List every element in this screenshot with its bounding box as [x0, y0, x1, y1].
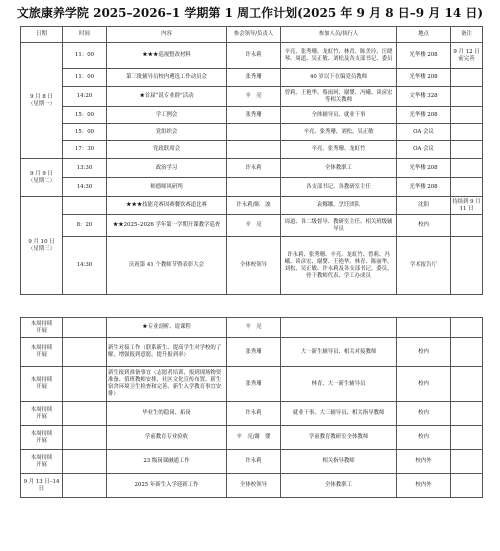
time-cell: 14:20: [63, 87, 107, 107]
time-cell: 8：20: [63, 215, 107, 237]
place-cell: 校内: [397, 426, 451, 450]
time-cell: 11：00: [63, 69, 107, 87]
date-cell: 本周持续 开展: [21, 426, 63, 450]
table-row: [21, 159, 483, 178]
note-cell: [451, 237, 483, 295]
note-cell: [451, 69, 483, 87]
date-cell: 本周持续 开展: [21, 450, 63, 474]
content-cell: 23 级岗课融通工作: [107, 450, 227, 474]
spacer-row: [21, 295, 483, 318]
people-cell: 就业干事、大三辅导员、相关指导教师: [281, 402, 397, 426]
leader-cell: 许永莉: [227, 402, 281, 426]
content-cell: 毕业生的稳岗、拓岗: [107, 402, 227, 426]
time-cell: 17：30: [63, 141, 107, 159]
place-cell: OA 会议: [397, 124, 451, 141]
content-cell: ★首届“说专业群”活动: [107, 87, 227, 107]
date-cell: 本周持续 开展: [21, 318, 63, 338]
place-cell: 光华楼 208: [397, 69, 451, 87]
content-cell: 第三批辅导员校内遴选工作动员会: [107, 69, 227, 87]
date-cell: 本周持续 开展: [21, 367, 63, 402]
content-cell: 学前教育专业验收: [107, 426, 227, 450]
note-cell: [451, 124, 483, 141]
leader-cell: 许永莉/陈 波: [227, 197, 281, 215]
time-cell: [63, 402, 107, 426]
note-cell: [451, 215, 483, 237]
page-title: 文旅康养学院 2025–2026–1 学期第 1 周工作计划(2025 年 9 月 8 日–9 月 14 日): [16, 6, 484, 20]
time-cell: [63, 338, 107, 367]
leader-cell: 全体校领导: [227, 237, 281, 295]
leader-cell: [227, 141, 281, 159]
leader-cell: 全体校领导: [227, 474, 281, 498]
place-cell: 沈阳: [397, 197, 451, 215]
place-cell: OA 会议: [397, 141, 451, 159]
place-cell: 文华楼 328: [397, 87, 451, 107]
date-cell: 9 月 13 日–14 日: [21, 474, 63, 498]
note-cell: [451, 141, 483, 159]
place-cell: 光华楼 208: [397, 107, 451, 124]
leader-cell: 许永莉: [227, 43, 281, 69]
time-cell: [63, 197, 107, 215]
table-row: [21, 237, 483, 295]
time-cell: 15：00: [63, 124, 107, 141]
table-row: [21, 450, 483, 474]
leader-cell: 张秀珊: [227, 107, 281, 124]
place-cell: [397, 318, 451, 338]
table-row: [21, 43, 483, 69]
note-cell: [451, 402, 483, 426]
people-cell: 大一新生辅导员、相关对接教师: [281, 338, 397, 367]
note-cell: [451, 318, 483, 338]
table-row: [21, 215, 483, 237]
table-row: [21, 69, 483, 87]
content-cell: 2025 年新生入学迎新工作: [107, 474, 227, 498]
place-cell: 校内: [397, 402, 451, 426]
header-content: 内容: [107, 27, 227, 43]
table-row: [21, 197, 483, 215]
table-row: [21, 87, 483, 107]
date-cell: 本周持续 开展: [21, 402, 63, 426]
leader-cell: 辛 亮: [227, 87, 281, 107]
place-cell: 校内: [397, 338, 451, 367]
date-cell: 9 月 8 日 （星期一）: [21, 43, 63, 159]
time-cell: 14:30: [63, 237, 107, 295]
leader-cell: 辛 亮/谢 婴: [227, 426, 281, 450]
people-cell: 全体教职工: [281, 159, 397, 178]
people-cell: 林青、大一新生辅导员: [281, 367, 397, 402]
leader-cell: 许永莉: [227, 159, 281, 178]
header-time: 时间: [63, 27, 107, 43]
time-cell: [63, 474, 107, 498]
note-cell: [451, 338, 483, 367]
place-cell: 光华楼 208: [397, 159, 451, 178]
content-cell: 学工例会: [107, 107, 227, 124]
table-row: [21, 367, 483, 402]
time-cell: 13:30: [63, 159, 107, 178]
people-cell: 辛亮、张秀珊、刘松、吴正敏: [281, 124, 397, 141]
time-cell: [63, 318, 107, 338]
content-cell: ★★2025–2026 学年第一学期开课教学巡查: [107, 215, 227, 237]
note-cell: 9 月 12 日前完善: [451, 43, 483, 69]
place-cell: 校内: [397, 367, 451, 402]
header-people: 参加人员/执行人: [281, 27, 397, 43]
content-cell: ★★★技能竞赛国赛餐饮赛道比赛: [107, 197, 227, 215]
note-cell: [451, 159, 483, 178]
leader-cell: 张秀珊: [227, 367, 281, 402]
content-cell: 新生报到准备事宜（志愿者培训，报到现场物资准备、值班教师安排、社区文化宣传布置、新生宿舍环境卫生检查和完善、新生入学教育事宜安排）: [107, 367, 227, 402]
place-cell: 光华楼 208: [397, 43, 451, 69]
header-place: 地点: [397, 27, 451, 43]
leader-cell: [227, 178, 281, 197]
place-cell: 学术报告厅: [397, 237, 451, 295]
date-cell: 9 月 10 日 （星期三）: [21, 197, 63, 295]
content-cell: ★专业剖析、说课程: [107, 318, 227, 338]
leader-cell: [227, 124, 281, 141]
header-leader: 参会领导/负责人: [227, 27, 281, 43]
table-row: [21, 474, 483, 498]
people-cell: 全体教职工: [281, 474, 397, 498]
header-note: 备注: [451, 27, 483, 43]
header-date: 日期: [21, 27, 63, 43]
people-cell: 全体辅导员、就业干事: [281, 107, 397, 124]
time-cell: [63, 426, 107, 450]
people-cell: [281, 318, 397, 338]
work-plan-table: [20, 26, 483, 498]
place-cell: 校内: [397, 215, 451, 237]
note-cell: [451, 87, 483, 107]
table-row: [21, 426, 483, 450]
table-row: [21, 178, 483, 197]
content-cell: 庆祝第 41 个教师节暨表彰大会: [107, 237, 227, 295]
content-cell: 师德师风研判: [107, 178, 227, 197]
time-cell: 11：00: [63, 43, 107, 69]
note-cell: [451, 107, 483, 124]
people-cell: 相关指导教师: [281, 450, 397, 474]
place-cell: 校内外: [397, 474, 451, 498]
time-cell: [63, 450, 107, 474]
people-cell: 辛亮、张秀珊、龙虹竹、林青、陈美玲、汪晓琴、周道、吴正敏、刘松及各支部书记、委员: [281, 43, 397, 69]
leader-cell: 许永莉: [227, 450, 281, 474]
note-cell: [451, 474, 483, 498]
leader-cell: 辛 亮: [227, 215, 281, 237]
content-cell: ★★★巡视整改材料: [107, 43, 227, 69]
table-row: [21, 338, 483, 367]
people-cell: 各支部书记、各教研室主任: [281, 178, 397, 197]
content-cell: 政治学习: [107, 159, 227, 178]
table-row: [21, 124, 483, 141]
date-cell: 9 月 9 日 （星期二）: [21, 159, 63, 197]
people-cell: 袁娜娜、烹饪团队: [281, 197, 397, 215]
note-cell: [451, 426, 483, 450]
time-cell: 14:30: [63, 178, 107, 197]
leader-cell: 辛 亮: [227, 318, 281, 338]
people-cell: 曾莉、王艳华、蔡雨珂、谢婴、冯峨、谈彦宏等相关教师: [281, 87, 397, 107]
leader-cell: 张秀珊: [227, 69, 281, 87]
leader-cell: 张秀珊: [227, 338, 281, 367]
people-cell: 40 岁以下在编党员教师: [281, 69, 397, 87]
note-cell: [451, 178, 483, 197]
people-cell: 辛亮、张秀珊、龙虹竹: [281, 141, 397, 159]
content-cell: 党组织会: [107, 124, 227, 141]
time-cell: [63, 367, 107, 402]
table-row: [21, 141, 483, 159]
note-cell: [451, 450, 483, 474]
table-row: [21, 318, 483, 338]
note-cell: 持续到 9 月 11 日: [451, 197, 483, 215]
header-row: [21, 27, 483, 43]
table-row: [21, 107, 483, 124]
people-cell: 许永莉、张秀珊、辛亮、龙虹竹、曾莉、冯峨、谈彦宏、谢婴、王艳华、林青、陈丽华、刘松、吴正敏、许永莉及各支部书记、委员、骨干教师代表、学工办成员: [281, 237, 397, 295]
time-cell: 15：00: [63, 107, 107, 124]
content-cell: 党政联席会: [107, 141, 227, 159]
content-cell: 新生对接工作（联系新生、提高学生对学校的了解，增强报到意愿，提升报到率）: [107, 338, 227, 367]
table-row: [21, 402, 483, 426]
place-cell: 校内外: [397, 450, 451, 474]
people-cell: 学前教育教研室全体教师: [281, 426, 397, 450]
date-cell: 本周持续 开展: [21, 338, 63, 367]
place-cell: 光华楼 208: [397, 178, 451, 197]
people-cell: 周道、各二级督导、教研室主任、相关班级辅导员: [281, 215, 397, 237]
note-cell: [451, 367, 483, 402]
